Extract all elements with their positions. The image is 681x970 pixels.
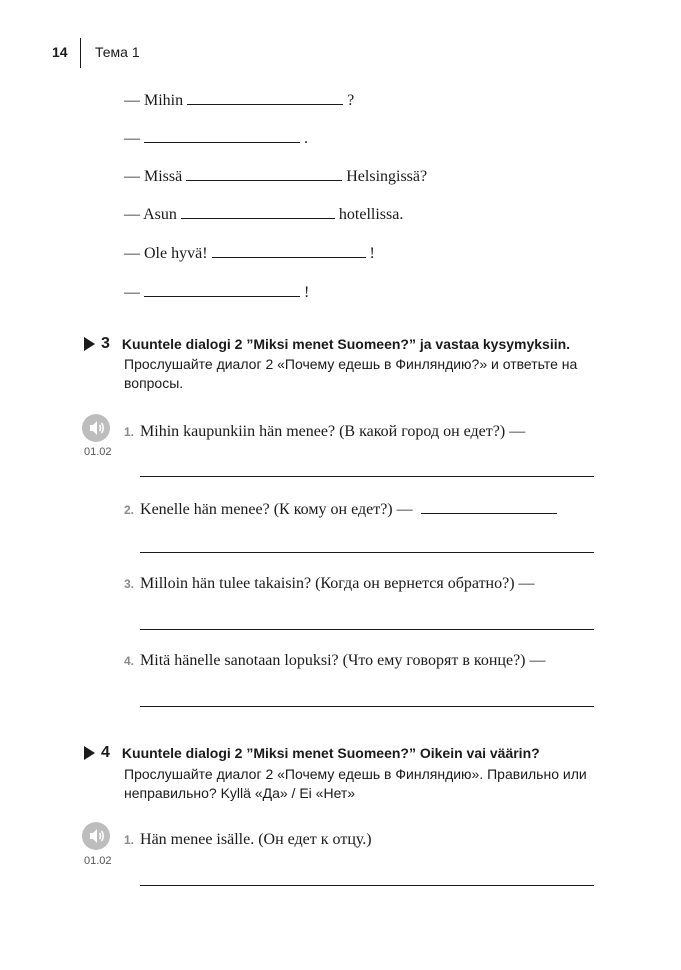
exercise-number: 4 <box>101 744 110 761</box>
fill-blank[interactable] <box>186 166 342 181</box>
question-1 <box>124 831 372 849</box>
header-divider <box>80 38 81 68</box>
fill-blank[interactable] <box>187 90 343 105</box>
exercise-title: Kuuntele dialogi 2 ”Miksi menet Suomeen?” ja vastaa kysymyksiin. <box>121 336 571 352</box>
exercise-number: 3 <box>101 335 110 352</box>
dialogue-line-5 <box>124 243 375 263</box>
fill-blank[interactable] <box>421 499 557 514</box>
dialogue-text: — Missä <box>124 168 183 185</box>
play-arrow-icon <box>84 746 95 760</box>
dialogue-text: — Asun <box>124 206 177 223</box>
dialogue-text: — <box>124 130 140 147</box>
answer-line[interactable] <box>140 629 594 630</box>
exercise-4-heading <box>84 744 540 762</box>
play-arrow-icon <box>84 337 95 351</box>
question-3 <box>124 575 535 593</box>
question-text: Mitä hänelle sanotaan lopuksi? (Что ему говорят в конце?) — <box>140 652 546 669</box>
speaker-icon-glyph <box>82 414 110 442</box>
speaker-icon-glyph <box>82 822 110 850</box>
section-title: Тема 1 <box>95 44 140 60</box>
dialogue-text: — Mihin <box>124 92 184 109</box>
dialogue-text: — Ole hyvä! <box>124 245 208 262</box>
dialogue-text: Helsingissä? <box>346 168 428 185</box>
question-text: Milloin hän tulee takaisin? (Когда он вернется обратно?) — <box>140 575 535 592</box>
audio-track-label: 01.02 <box>84 446 112 458</box>
fill-blank[interactable] <box>212 243 366 258</box>
dialogue-line-3 <box>124 166 427 186</box>
fill-blank[interactable] <box>181 204 335 219</box>
answer-line[interactable] <box>140 885 594 886</box>
fill-blank[interactable] <box>144 128 300 143</box>
dialogue-text: hotellissa. <box>338 206 404 223</box>
dialogue-line-4 <box>124 204 403 224</box>
question-number: 3. <box>124 577 135 591</box>
answer-line[interactable] <box>140 476 594 477</box>
exercise-4-instruction: Прослушайте диалог 2 «Почему едешь в Финляндию». Правильно или неправильно? Kyllä «Да» / Ei «Нет» <box>124 766 587 801</box>
dialogue-text: — <box>124 284 140 301</box>
question-text: Mihin kaupunkiin hän menee? (В какой город он едет?) — <box>140 423 526 440</box>
dialogue-line-1 <box>124 90 354 110</box>
question-number: 2. <box>124 503 135 517</box>
speaker-icon[interactable] <box>82 414 110 442</box>
page-number: 14 <box>52 44 68 60</box>
question-number: 1. <box>124 425 135 439</box>
dialogue-line-2 <box>124 128 308 148</box>
answer-line[interactable] <box>140 552 594 553</box>
fill-blank[interactable] <box>144 282 300 297</box>
exercise-3-heading <box>84 335 570 353</box>
dialogue-line-6 <box>124 282 309 302</box>
exercise-3-instruction: Прослушайте диалог 2 «Почему едешь в Финляндию?» и ответьте на вопросы. <box>124 356 578 391</box>
question-4 <box>124 652 546 670</box>
dialogue-text: ! <box>369 245 375 262</box>
question-1 <box>124 423 525 441</box>
dialogue-text: . <box>304 130 308 147</box>
exercise-title: Kuuntele dialogi 2 ”Miksi menet Suomeen?” Oikein vai väärin? <box>121 745 540 761</box>
question-text: Kenelle hän menee? (К кому он едет?) — <box>140 501 413 518</box>
question-number: 1. <box>124 833 135 847</box>
answer-line[interactable] <box>140 706 594 707</box>
dialogue-text: ? <box>347 92 355 109</box>
audio-track-label: 01.02 <box>84 855 112 867</box>
question-text: Hän menee isälle. (Он едет к отцу.) <box>140 831 372 848</box>
speaker-icon[interactable] <box>82 822 110 850</box>
question-2 <box>124 499 561 519</box>
question-number: 4. <box>124 654 135 668</box>
dialogue-text: ! <box>304 284 310 301</box>
